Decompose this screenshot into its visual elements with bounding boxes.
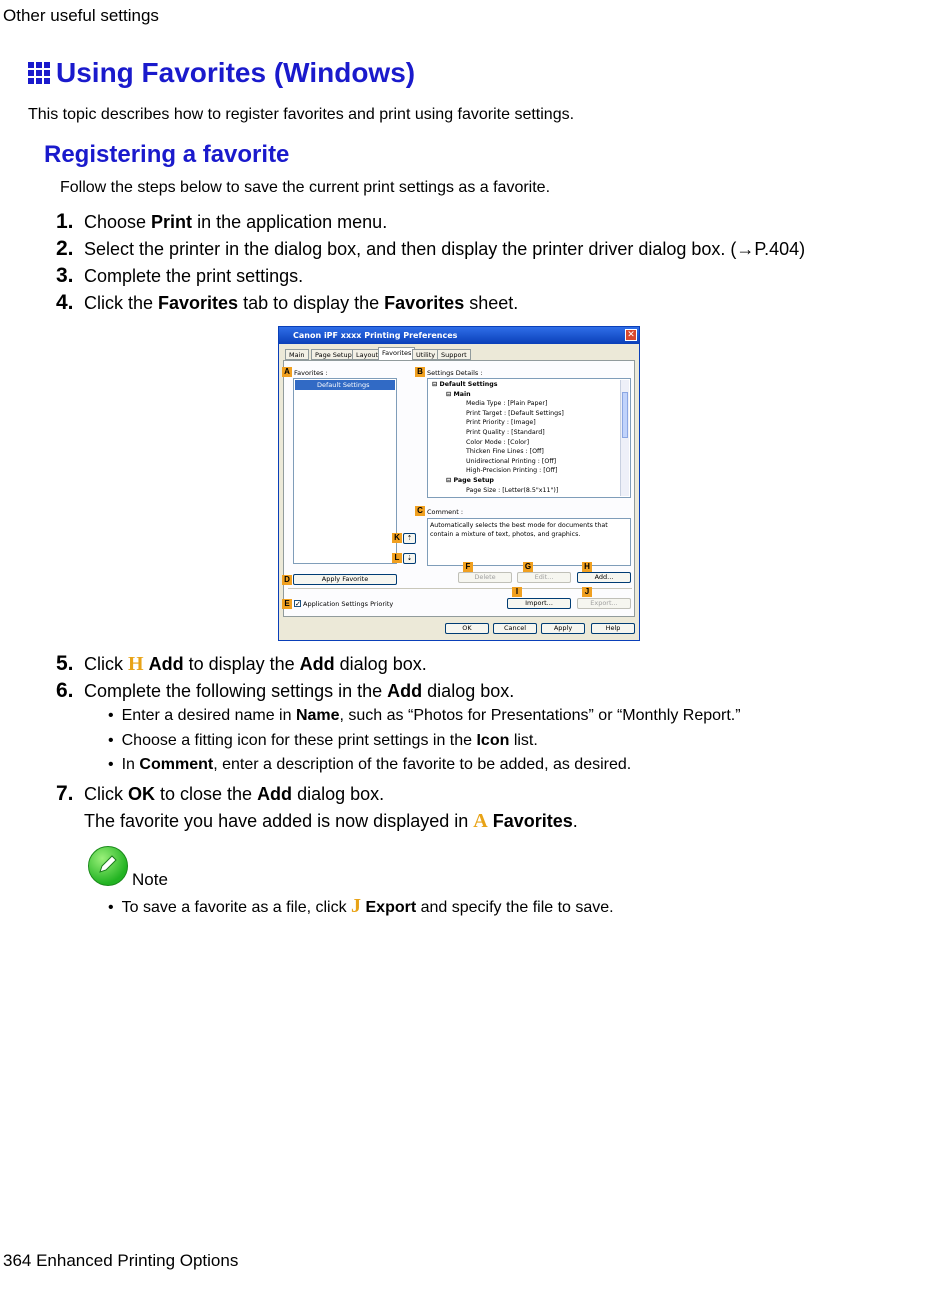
callout-letter-j: J: [351, 895, 362, 917]
bullet-bold: Comment: [139, 756, 214, 773]
tree-leaf: Unidirectional Printing : [Off]: [466, 457, 557, 465]
tree-node: ⊟ Page Setup: [446, 476, 494, 484]
step-number: 6.: [56, 679, 74, 702]
tree-node: ⊟ Default Settings: [432, 381, 498, 388]
section-grid-icon: [28, 62, 50, 84]
step-bold: Add: [299, 654, 335, 674]
step-text: Complete the print settings.: [84, 266, 304, 286]
step-text: Click: [84, 654, 128, 674]
step-text: in the application menu.: [192, 212, 388, 232]
intro-text: This topic describes how to register favorites and print using favorite settings.: [28, 106, 575, 123]
step-text: Choose: [84, 212, 152, 232]
note-pencil-icon: [88, 846, 128, 886]
step-7: [56, 782, 384, 806]
step-text: dialog box.: [292, 784, 385, 804]
bullet-bold: Name: [295, 707, 340, 724]
bullet-text: Enter a desired name in: [121, 707, 296, 724]
step-5: [56, 652, 427, 676]
step-text: Complete the following settings in the: [84, 681, 388, 701]
divider: [288, 588, 632, 589]
step-7-continuation: [84, 810, 578, 833]
callout-letter-a: A: [473, 810, 488, 832]
tree-node: ⊟ Main: [446, 390, 471, 398]
step-text: Click the: [84, 293, 159, 313]
tree-leaf: Thicken Fine Lines : [Off]: [466, 448, 544, 456]
page-footer: 364 Enhanced Printing Options: [3, 1251, 239, 1270]
favorites-label: Favorites :: [294, 369, 328, 377]
settings-details-label: Settings Details :: [427, 369, 483, 377]
step-bold: Add: [148, 654, 184, 674]
tree-leaf: Print Priority : [Image]: [466, 419, 536, 427]
tab-favorites[interactable]: Favorites: [378, 347, 415, 361]
move-down-icon[interactable]: ⇣: [403, 553, 416, 564]
app-settings-priority-label: Application Settings Priority: [303, 600, 394, 608]
scrollbar-thumb[interactable]: [622, 392, 628, 438]
callout-i: I: [512, 587, 522, 597]
section-intro: Follow the steps below to save the current print settings as a favorite.: [60, 179, 551, 196]
step-bold: Favorites: [384, 293, 465, 313]
callout-h: H: [582, 562, 592, 572]
page-title-text: Using Favorites (Windows): [56, 57, 416, 88]
running-header: Other useful settings: [3, 6, 159, 25]
callout-j: J: [582, 587, 592, 597]
callout-a: A: [282, 367, 292, 377]
tab-page-setup[interactable]: Page Setup: [311, 349, 356, 360]
step-text: to display the: [183, 654, 300, 674]
step-bold: Add: [387, 681, 423, 701]
bullet-text: In: [121, 756, 140, 773]
callout-letter-h: H: [128, 653, 144, 675]
step-text: Select the printer in the dialog box, and then display the printer driver dialog box. (→P.404): [84, 239, 806, 259]
callout-d: D: [282, 575, 292, 585]
callout-c: C: [415, 506, 425, 516]
bullet-text: Choose a fitting icon for these print settings in the: [121, 732, 477, 749]
step-text: to close the: [155, 784, 258, 804]
favorites-list[interactable]: [293, 378, 397, 564]
step-text: tab to display the: [238, 293, 385, 313]
bullet-item: [108, 732, 538, 750]
app-settings-priority-checkbox[interactable]: ✓: [295, 600, 301, 608]
step-3: [56, 264, 303, 288]
bullet-bold: Icon: [476, 732, 510, 749]
step-bold: OK: [128, 784, 155, 804]
bullet-text: , enter a description of the favorite to be added, as desired.: [213, 756, 632, 773]
callout-f: F: [463, 562, 473, 572]
tree-leaf: Media Type : [Plain Paper]: [466, 400, 548, 408]
tab-layout[interactable]: Layout: [352, 349, 382, 360]
step-bold: Favorites: [492, 811, 573, 831]
page-title: [28, 57, 415, 89]
callout-g: G: [524, 562, 532, 571]
callout-l: L: [392, 553, 402, 563]
step-number: 7.: [56, 782, 74, 805]
comment-textarea[interactable]: Automatically selects the best mode for documents that contain a mixture of text, photos, and graphics.: [427, 518, 631, 566]
step-text: Click: [84, 784, 128, 804]
step-4: [56, 291, 518, 315]
step-bold: Add: [257, 784, 293, 804]
apply-button[interactable]: Apply: [541, 623, 585, 634]
note-label: Note: [132, 870, 168, 889]
bullet-text: list.: [509, 732, 538, 749]
import-button[interactable]: Import...: [507, 598, 571, 609]
step-text: sheet.: [464, 293, 519, 313]
apply-favorite-button[interactable]: Apply Favorite: [293, 574, 397, 585]
ok-button[interactable]: OK: [445, 623, 489, 634]
step-text: dialog box.: [334, 654, 427, 674]
bullet-text: To save a favorite as a file, click: [121, 899, 352, 916]
step-2: [56, 237, 805, 261]
step-text: The favorite you have added is now displayed in: [84, 811, 474, 831]
step-1: [56, 210, 387, 234]
edit-button[interactable]: Edit...: [517, 572, 571, 583]
step-number: 5.: [56, 652, 74, 675]
bullet-item: [108, 756, 631, 774]
tab-main[interactable]: Main: [285, 349, 309, 360]
favorites-panel: [283, 360, 635, 617]
step-number: 3.: [56, 264, 74, 287]
add-button[interactable]: Add...: [577, 572, 631, 583]
step-number: 2.: [56, 237, 74, 260]
tree-scrollbar[interactable]: [620, 380, 629, 496]
bullet-item: [108, 707, 741, 725]
delete-button[interactable]: Delete: [458, 572, 512, 583]
tab-support[interactable]: Support: [437, 349, 471, 360]
tree-leaf: Print Quality : [Standard]: [466, 428, 545, 436]
step-number: 4.: [56, 291, 74, 314]
bullet-bold: Export: [365, 899, 417, 916]
help-button[interactable]: Help: [591, 623, 635, 634]
tree-leaf: Print Target : [Default Settings]: [466, 409, 564, 417]
step-text: dialog box.: [422, 681, 515, 701]
note-bullet: [108, 895, 614, 918]
step-number: 1.: [56, 210, 74, 233]
comment-label: Comment :: [427, 508, 464, 516]
tab-utility[interactable]: Utility: [412, 349, 439, 360]
settings-details-tree[interactable]: [427, 378, 631, 498]
step-bold: Favorites: [158, 293, 239, 313]
callout-e: E: [282, 599, 292, 609]
bullet-text: and specify the file to save.: [416, 899, 614, 916]
step-text: .: [572, 811, 578, 831]
callout-b: B: [415, 367, 425, 377]
printing-preferences-dialog: [278, 326, 640, 641]
export-button[interactable]: Export...: [577, 598, 631, 609]
callout-k: K: [392, 533, 402, 543]
tree-leaf: High-Precision Printing : [Off]: [466, 467, 558, 475]
tree-leaf: Page Size : [Letter(8.5"x11")]: [466, 486, 559, 494]
favorites-item-default[interactable]: Default Settings: [295, 380, 395, 390]
tree-leaf: Color Mode : [Color]: [466, 438, 530, 446]
cancel-button[interactable]: Cancel: [493, 623, 537, 634]
step-bold: Print: [151, 212, 193, 232]
bullet-text: , such as “Photos for Presentations” or “Monthly Report.”: [339, 707, 741, 724]
step-6: [56, 679, 514, 703]
section-title: Registering a favorite: [44, 141, 290, 168]
dialog-title: Canon iPF xxxx Printing Preferences: [279, 327, 639, 344]
move-up-icon[interactable]: ⇡: [403, 533, 416, 544]
close-icon[interactable]: ✕: [625, 329, 637, 341]
